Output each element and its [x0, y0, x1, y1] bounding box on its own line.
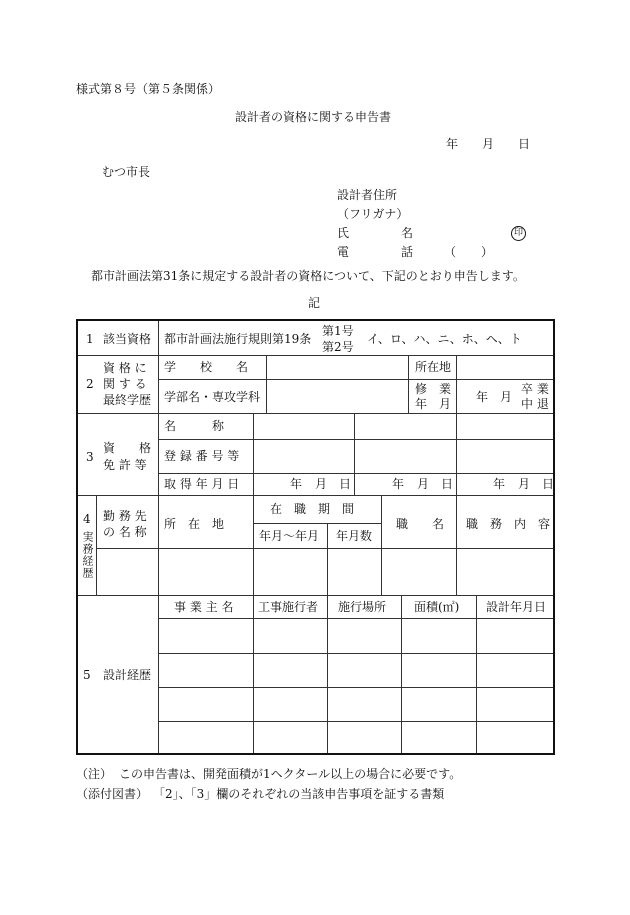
section5-label: 設計経歴	[103, 668, 152, 682]
recipient: むつ市長	[102, 165, 151, 179]
date-month: 月	[482, 137, 495, 151]
col-rule	[253, 595, 254, 753]
row-rule	[253, 523, 381, 524]
section1-label: 該当資格	[103, 332, 152, 346]
school-name-label: 学 校 名	[164, 360, 249, 374]
row-rule	[158, 653, 553, 654]
section2-label-3: 最終学歴	[103, 393, 152, 407]
work-location-label: 所 在 地	[164, 517, 225, 531]
registration-number-label: 登 録 番 号 等	[164, 449, 240, 463]
section1-number: 1	[86, 332, 94, 346]
phone-paren-open: （	[444, 245, 457, 259]
graduation-status-1: 卒 業	[521, 382, 549, 396]
col-rule	[456, 495, 457, 595]
section5-number: 5	[83, 668, 91, 682]
note-label: （注）	[76, 767, 113, 781]
employment-period-label: 在 職 期 間	[270, 502, 355, 516]
header-contractor: 工事施行者	[258, 600, 319, 614]
col-rule	[408, 355, 409, 413]
section1-item2: 第2号	[322, 340, 354, 354]
date-b-year: 年	[392, 477, 405, 491]
row-rule	[78, 413, 553, 414]
employer-label-2: の 名 称	[103, 525, 147, 539]
statement: 都市計画法第31条に規定する設計者の資格について、下記のとおり申告します。	[91, 269, 525, 283]
section1-rule: 都市計画法施行規則第19条	[164, 332, 312, 346]
row-rule	[96, 548, 553, 549]
duties-label: 職 務 内 容	[466, 517, 551, 531]
section4-vertical-label: 実務経歴	[81, 531, 94, 579]
col-rule	[381, 495, 382, 595]
document-title: 設計者の資格に関する申告書	[235, 110, 392, 124]
col-rule	[327, 595, 328, 753]
date-c-month: 月	[518, 477, 531, 491]
position-label: 職 名	[396, 517, 445, 531]
employer-label-1: 勤 務 先	[103, 509, 147, 523]
section2-label-1: 資 格 に	[103, 361, 147, 375]
date-a-year: 年	[290, 477, 303, 491]
graduation-status-2: 中 退	[521, 397, 549, 411]
form-number: 様式第８号（第５条関係）	[76, 82, 221, 96]
section2-number: 2	[86, 377, 94, 391]
phone-paren-close: ）	[481, 245, 494, 259]
row-rule	[158, 618, 553, 619]
graduation-month: 月	[500, 390, 513, 404]
date-c-year: 年	[493, 477, 506, 491]
section2-label-2: 関 す る	[103, 377, 147, 391]
applicant-name-label-1: 氏	[337, 226, 350, 240]
applicant-address-label: 設計者住所	[337, 188, 398, 202]
period-range-label: 年月～年月	[259, 529, 320, 543]
acquisition-date-label: 取 得 年 月 日	[164, 477, 240, 491]
section1-options: イ、ロ、ハ、ニ、ホ、ヘ、ト	[367, 332, 522, 346]
seal-mark: 印	[511, 226, 526, 241]
row-rule	[78, 495, 553, 496]
faculty-label: 学部名・専攻学科	[164, 390, 261, 404]
school-location-label: 所在地	[415, 360, 452, 374]
graduation-label-2: 年 月	[415, 397, 452, 411]
date-b-month: 月	[417, 477, 430, 491]
applicant-phone-label-2: 話	[401, 245, 414, 259]
row-rule	[78, 595, 553, 596]
license-name-label: 名 称	[164, 419, 225, 433]
col-rule	[253, 495, 254, 595]
section4-number: 4	[83, 512, 91, 526]
attachment-text: 「2」、「3」欄のそれぞれの当該申告事項を証する書類	[153, 787, 445, 801]
ki-mark: 記	[308, 296, 321, 310]
header-design-date: 設計年月日	[486, 600, 547, 614]
row-rule	[158, 473, 553, 474]
col-rule	[158, 321, 159, 753]
date-a-month: 月	[315, 477, 328, 491]
date-day: 日	[518, 137, 531, 151]
section3-number: 3	[86, 450, 94, 464]
col-rule	[476, 595, 477, 753]
col-rule	[456, 355, 457, 413]
col-rule	[354, 413, 355, 495]
date-b-day: 日	[441, 477, 454, 491]
col-rule	[456, 413, 457, 495]
section3-label-1: 資 格	[103, 441, 152, 455]
attachment-label: （添付図書）	[76, 787, 149, 801]
applicant-furigana-label: （フリガナ）	[337, 207, 409, 221]
row-rule	[158, 439, 553, 440]
period-years-label: 年月数	[336, 529, 373, 543]
col-rule	[253, 413, 254, 495]
section3-label-2: 免 許 等	[103, 458, 147, 472]
row-rule	[158, 687, 553, 688]
applicant-phone-label-1: 電	[337, 245, 350, 259]
col-rule	[401, 595, 402, 753]
header-area: 面積(㎡)	[414, 600, 460, 614]
col-rule	[96, 495, 97, 595]
note-text: この申告書は、開発面積が1ヘクタール以上の場合に必要です。	[119, 767, 462, 781]
col-rule	[266, 355, 267, 413]
section1-item1: 第1号	[322, 324, 354, 338]
graduation-label-1: 修 業	[415, 382, 452, 396]
date-a-day: 日	[339, 477, 352, 491]
row-rule	[158, 379, 553, 380]
date-year: 年	[446, 137, 459, 151]
graduation-year: 年	[476, 390, 489, 404]
declaration-table	[76, 319, 555, 755]
header-business-owner: 事 業 主 名	[174, 600, 234, 614]
col-rule	[327, 523, 328, 595]
row-rule	[78, 355, 553, 356]
applicant-name-label-2: 名	[401, 226, 414, 240]
header-site: 施行場所	[338, 600, 387, 614]
row-rule	[158, 721, 553, 722]
date-c-day: 日	[542, 477, 555, 491]
